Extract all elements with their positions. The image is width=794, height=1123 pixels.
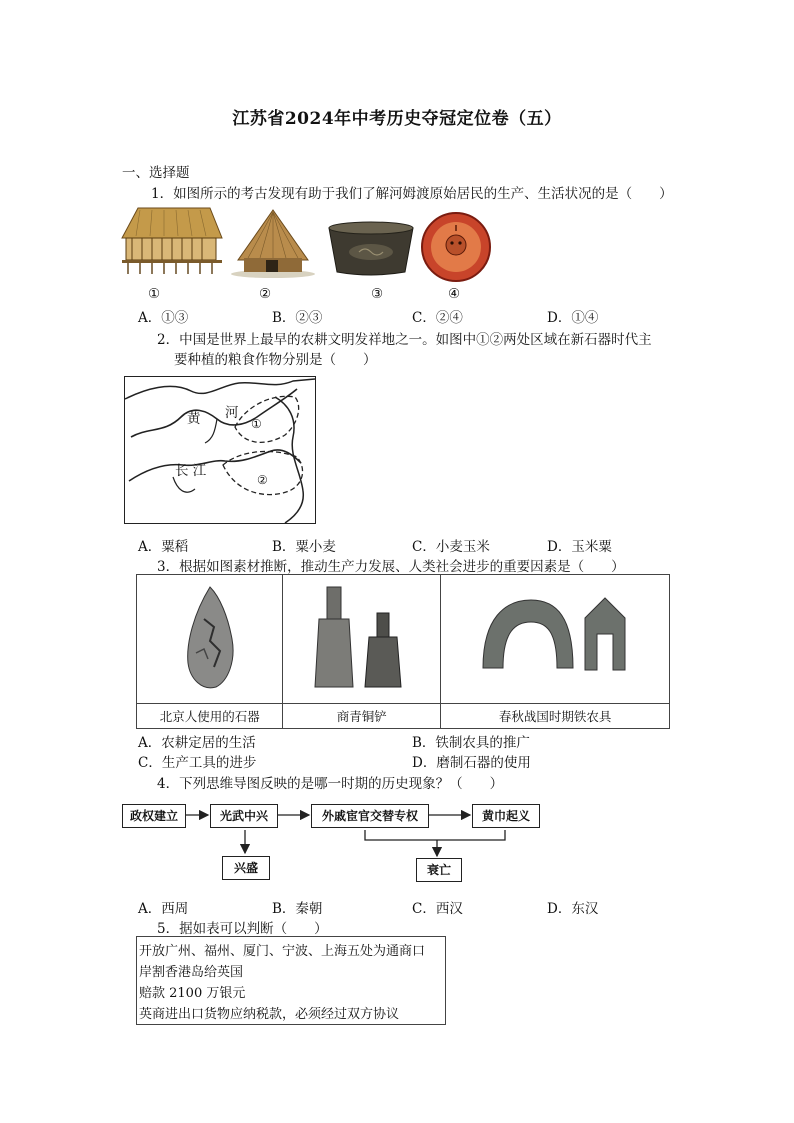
- flow-node-establish: 政权建立: [122, 804, 186, 828]
- q2-option-a[interactable]: A．粟稻: [138, 539, 189, 555]
- flow-node-huangjin: 黄巾起义: [472, 804, 540, 828]
- q2-option-d[interactable]: D．玉米粟: [547, 539, 612, 555]
- q1-label-1: ①: [148, 286, 161, 302]
- map-region-2: ②: [257, 473, 268, 487]
- q5-table: [136, 936, 446, 1025]
- map-label-huang: 黄: [187, 411, 201, 427]
- q2-option-c[interactable]: C．小麦玉米: [412, 539, 490, 555]
- q1-option-b[interactable]: B．②③: [272, 310, 323, 326]
- q4-stem: 4．下列思维导图反映的是哪一时期的历史现象？（ ）: [157, 776, 504, 792]
- q1-label-2: ②: [259, 286, 272, 302]
- q5-line-1: 开放广州、福州、厦门、宁波、上海五处为通商口: [139, 944, 426, 959]
- q2-option-b[interactable]: B．粟小麦: [272, 539, 336, 555]
- flow-node-prosperity: 兴盛: [222, 856, 270, 880]
- flow-node-decline: 衰亡: [416, 858, 462, 882]
- q1-label-4: ④: [448, 286, 461, 302]
- caption-iron-tools: 春秋战国时期铁农具: [441, 704, 670, 729]
- map-region-1: ①: [251, 417, 262, 431]
- caption-bronze-spade: 商青铜铲: [283, 704, 441, 729]
- flow-node-waiqi-huanguan: 外戚宦官交替专权: [311, 804, 429, 828]
- q3-stem: 3．根据如图素材推断，推动生产力发展、人类社会进步的重要因素是（ ）: [157, 559, 625, 575]
- q4-option-b[interactable]: B．秦朝: [272, 901, 323, 917]
- caption-stone-tool: 北京人使用的石器: [137, 704, 283, 729]
- map-label-changjiang: 长 江: [175, 463, 207, 479]
- q4-option-d[interactable]: D．东汉: [547, 901, 599, 917]
- q4-option-a[interactable]: A．西周: [138, 901, 189, 917]
- q1-option-a[interactable]: A．①③: [138, 310, 189, 326]
- q4-option-c[interactable]: C．西汉: [412, 901, 463, 917]
- flow-node-guangwu: 光武中兴: [210, 804, 278, 828]
- q1-option-d[interactable]: D．①④: [547, 310, 599, 326]
- q3-option-a[interactable]: A．农耕定居的生活: [138, 735, 256, 751]
- q3-option-c[interactable]: C．生产工具的进步: [138, 755, 257, 771]
- q1-label-3: ③: [371, 286, 384, 302]
- map-label-he: 河: [225, 405, 239, 421]
- q3-option-b[interactable]: B．铁制农具的推广: [412, 735, 530, 751]
- q1-option-c[interactable]: C．②④: [412, 310, 463, 326]
- q5-line-3: 赔款 2100 万银元: [139, 986, 246, 1001]
- q2-stem-line1: 2．中国是世界上最早的农耕文明发祥地之一。如图中①②两处区域在新石器时代主: [157, 332, 652, 348]
- q1-stem: 1．如图所示的考古发现有助于我们了解河姆渡原始居民的生产、生活状况的是（ ）: [151, 186, 673, 202]
- q2-stem-line2: 要种植的粮食作物分别是（ ）: [174, 352, 377, 368]
- q5-line-4: 英商进出口货物应纳税款，必须经过双方协议: [139, 1007, 400, 1022]
- q5-stem: 5．据如表可以判断（ ）: [157, 921, 328, 937]
- q5-line-2: 岸割香港岛给英国: [139, 965, 244, 980]
- section-heading: 一、选择题: [122, 165, 190, 181]
- page-title: 江苏省2024年中考历史夺冠定位卷（五）: [232, 109, 562, 129]
- q3-option-d[interactable]: D．磨制石器的使用: [412, 755, 531, 771]
